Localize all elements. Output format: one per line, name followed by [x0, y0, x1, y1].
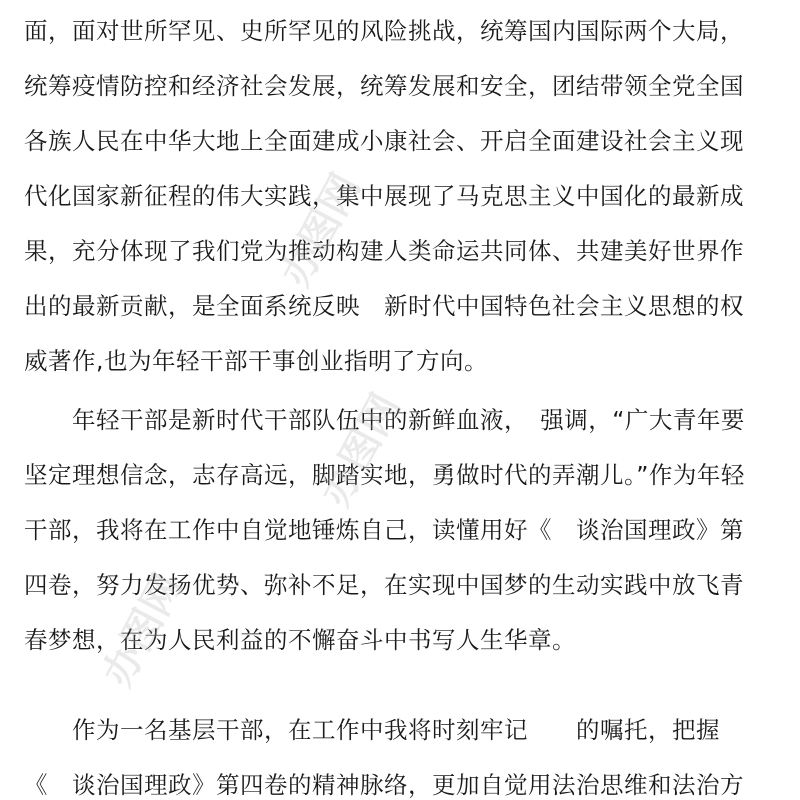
text-line-5: 果，充分体现了我们党为推动构建人类命运共同体、共建美好世界作 [24, 237, 744, 265]
watermark: 办图网 [312, 386, 410, 514]
text-line-11: 四卷，努力发扬优势、弥补不足，在实现中国梦的生动实践中放飞青 [24, 571, 744, 599]
text-line-3: 各族人民在中华大地上全面建成小康社会、开启全面建设社会主义现 [24, 127, 744, 155]
text-line-12: 春梦想，在为人民利益的不懈奋斗中书写人生华章。 [24, 626, 576, 654]
text-line-4: 代化国家新征程的伟大实践，集中展现了马克思主义中国化的最新成 [24, 182, 744, 210]
text-line-8: 年轻干部是新时代干部队伍中的新鲜血液， 强调，“广大青年要 [24, 406, 745, 434]
text-line-14: 《 谈治国理政》第四卷的精神脉络，更加自觉用法治思维和法治方 [24, 771, 744, 799]
text-line-1: 面，面对世所罕见、史所罕见的风险挑战，统筹国内国际两个大局， [24, 17, 744, 45]
text-line-6: 出的最新贡献，是全面系统反映 新时代中国特色社会主义思想的权 [24, 292, 744, 320]
text-line-13: 作为一名基层干部，在工作中我将时刻牢记 的嘱托，把握 [24, 716, 720, 744]
text-line-10: 干部，我将在工作中自觉地锤炼自己，读懂用好《 谈治国理政》第 [24, 516, 744, 544]
watermark: 办图网 [94, 566, 192, 694]
watermark: 办图网 [272, 166, 370, 294]
text-line-2: 统筹疫情防控和经济社会发展，统筹发展和安全，团结带领全党全国 [24, 72, 744, 100]
text-line-7: 威著作,也为年轻干部干事创业指明了方向。 [24, 347, 488, 375]
text-line-9: 坚定理想信念，志存高远，脚踏实地，勇做时代的弄潮儿。”作为年轻 [24, 461, 745, 489]
